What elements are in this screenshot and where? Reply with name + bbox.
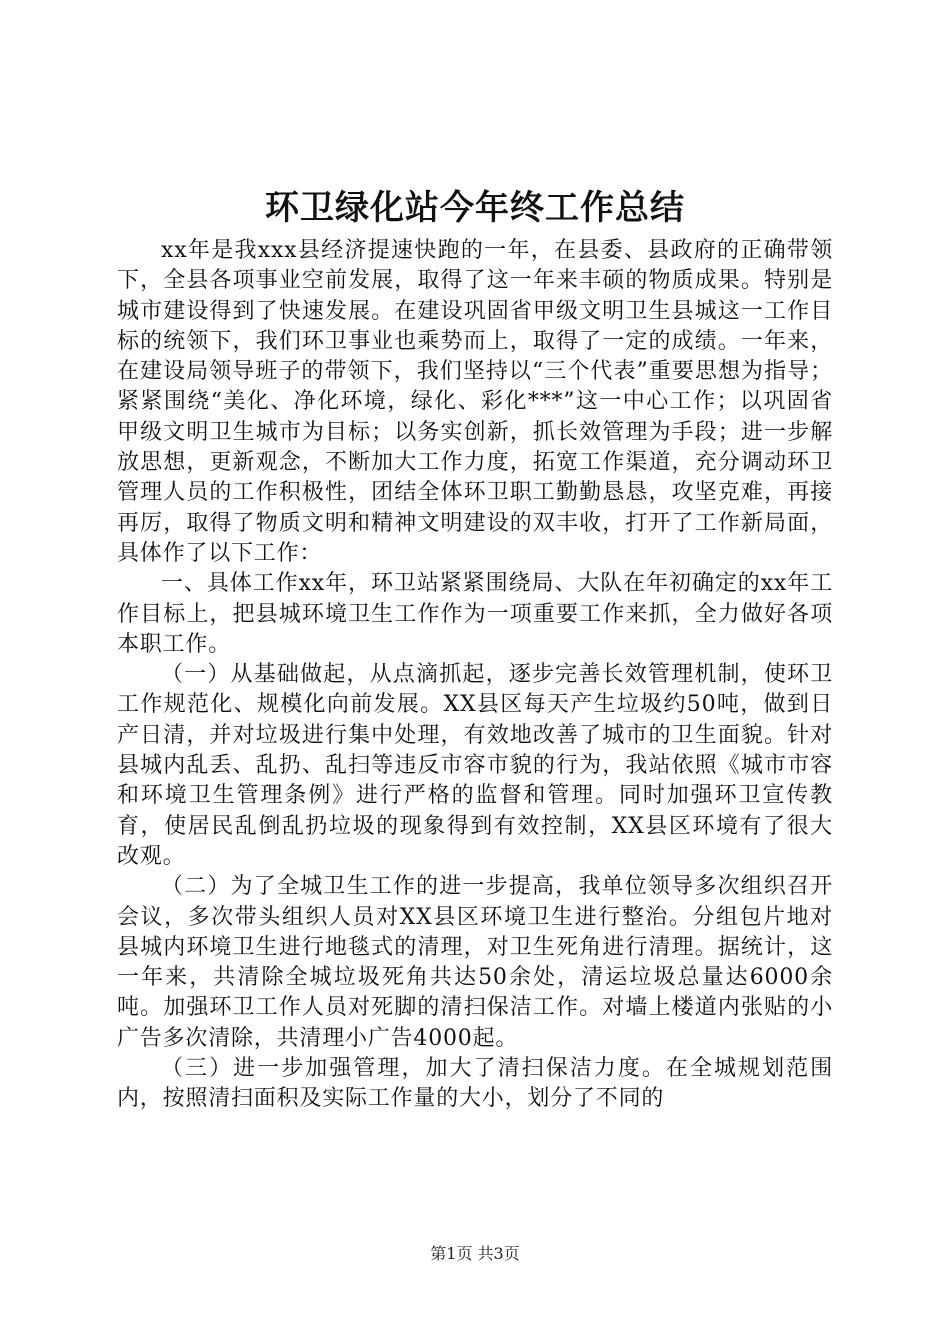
paragraph-item-three: （三）进一步加强管理，加大了清扫保洁力度。在全城规划范围内，按照清扫面积及实际工作量的大小，划分了不同的 (117, 1056, 833, 1112)
paragraph-intro: xx年是我xxx县经济提速快跑的一年，在县委、县政府的正确带领下，全县各项事业空前发展，取得了这一年来丰硕的物质成果。特别是城市建设得到了快速发展。在建设巩固省甲级文明卫生县城这一工作目标的统领下，我们环卫事业也乘势而上，取得了一定的成绩。一年来，在建设局领导班子的带领下，我们坚持以“三个代表”重要思想为指导；紧紧围绕“美化、净化环境，绿化、彩化***”这一中心工作；以巩固省甲级文明卫生城市为目标；以务实创新，抓长效管理为手段；进一步解放思想，更新观念，不断加大工作力度，拓宽工作渠道，充分调动环卫管理人员的工作积极性，团结全体环卫职工勤勤恳恳，攻坚克难，再接再厉，取得了物质文明和精神文明建设的双丰收，打开了工作新局面，具体作了以下工作： (117, 238, 833, 566)
page-number-footer: 第1页 共3页 (430, 1244, 520, 1263)
paragraph-section-one: 一、具体工作xx年，环卫站紧紧围绕局、大队在年初确定的xx年工作目标上，把县城环境卫生工作作为一项重要工作来抓，全力做好各项本职工作。 (117, 571, 833, 657)
document-title: 环卫绿化站今年终工作总结 (265, 188, 685, 228)
paragraph-item-two: （二）为了全城卫生工作的进一步提高，我单位领导多次组织召开会议，多次带头组织人员对XX县区环境卫生进行整治。分组包片地对县城内环境卫生进行地毯式的清理，对卫生死角进行清理。据统计，这一年来，共清除全城垃圾死角共达50余处，清运垃圾总量达6000余吨。加强环卫工作人员对死脚的清扫保洁工作。对墙上楼道内张贴的小广告多次清除，共清理小广告4000起。 (117, 874, 833, 1051)
paragraph-item-one: （一）从基础做起，从点滴抓起，逐步完善长效管理机制，使环卫工作规范化、规模化向前发展。XX县区每天产生垃圾约50吨，做到日产日清，并对垃圾进行集中处理，有效地改善了城市的卫生面貌。针对县城内乱丢、乱扔、乱扫等违反市容市貌的行为，我站依照《城市市容和环境卫生管理条例》进行严格的监督和管理。同时加强环卫宣传教育，使居民乱倒乱扔垃圾的现象得到有效控制，XX县区环境有了很大改观。 (117, 662, 833, 869)
document-body (117, 236, 833, 1115)
